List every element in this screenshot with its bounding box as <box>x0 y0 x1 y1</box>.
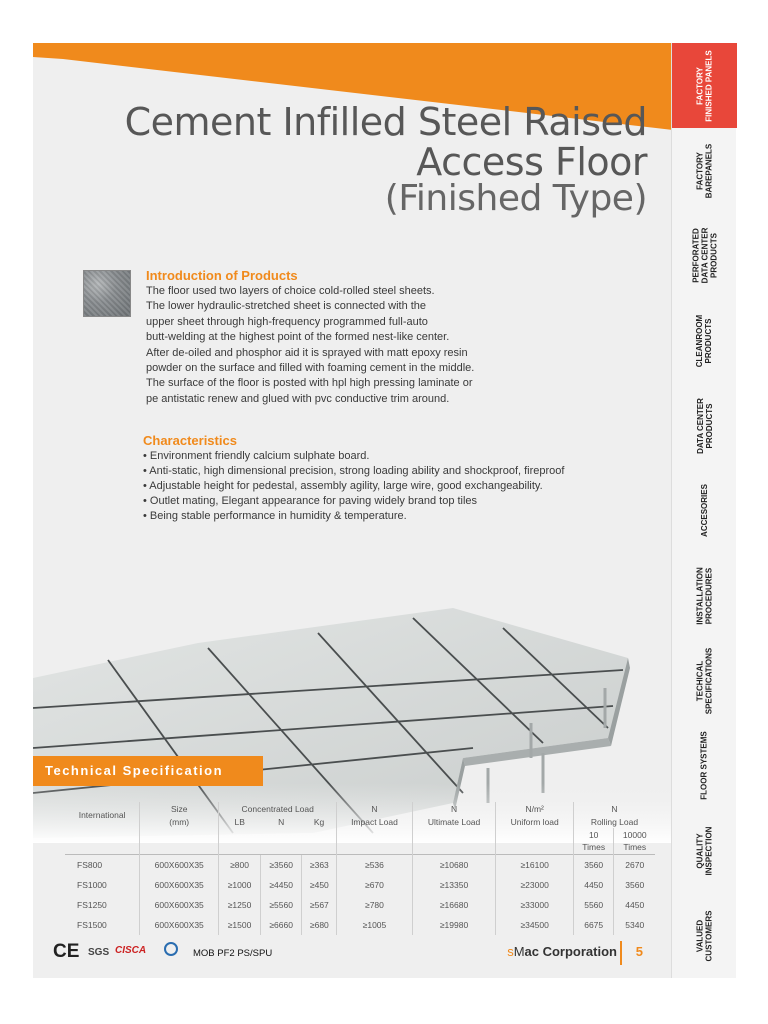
certification-seal-icon <box>164 942 178 956</box>
page-title-line-2: Access Floor <box>416 140 647 184</box>
spec-table-cell: ≥10680 <box>412 855 496 875</box>
header-concentrated-load: Concentrated Load <box>219 802 337 815</box>
header-impact-load: Impact Load <box>337 815 412 828</box>
side-tab-label-line: DATA CENTER <box>699 227 709 284</box>
spec-table-cell: ≥1250 <box>219 895 261 915</box>
side-tab-label <box>696 143 714 198</box>
side-navigation <box>671 43 736 978</box>
characteristics-heading: Characteristics <box>143 433 237 448</box>
spec-table-cell: 600X600X35 <box>140 915 219 935</box>
spec-table-cell: 600X600X35 <box>140 895 219 915</box>
side-tab[interactable] <box>672 893 737 978</box>
characteristic-item: • Adjustable height for pedestal, assembly agility, large wire, good exchangeability. <box>143 480 543 492</box>
side-tab-label-line: SPECIFICATIONS <box>704 647 714 714</box>
spec-table-cell: 3560 <box>614 875 655 895</box>
side-tab-label <box>695 314 713 366</box>
header-ultimate-unit: N <box>412 802 496 815</box>
spec-table-cell: ≥450 <box>302 875 337 895</box>
side-tab[interactable] <box>672 723 737 808</box>
header-10-times-sub: Times <box>573 841 614 854</box>
spec-table-cell: ≥5560 <box>260 895 302 915</box>
spec-table-cell: FS800 <box>77 859 103 870</box>
side-tab-label-line: CUSTOMERS <box>704 910 714 961</box>
spec-table-cell: ≥16680 <box>412 895 496 915</box>
intro-line: The floor used two layers of choice cold-rolled steel sheets. <box>146 285 435 297</box>
corporation-name <box>507 944 617 959</box>
spec-table-cell: FS1500 <box>77 919 107 930</box>
side-tab-label <box>695 567 713 624</box>
spec-table-cell: ≥680 <box>302 915 337 935</box>
intro-line: The lower hydraulic-stretched sheet is connected with the <box>146 300 427 313</box>
side-tab-label-line: TECHICAL <box>695 660 705 701</box>
side-tab[interactable] <box>672 383 737 468</box>
side-tab-label-line: INSPECTION <box>704 826 714 875</box>
side-tab-label <box>696 826 714 875</box>
intro-line: upper sheet through high-frequency programmed full-auto <box>146 315 428 328</box>
side-tab-label-line: QUALITY <box>695 832 705 869</box>
side-tab[interactable] <box>672 808 737 893</box>
spec-table-cell: 5340 <box>614 915 655 935</box>
spec-table-cell: ≥800 <box>219 855 261 875</box>
spec-table <box>65 802 655 935</box>
spec-table-row <box>65 895 655 915</box>
side-tab[interactable] <box>672 43 737 128</box>
page-title-line-1: Cement Infilled Steel Raised <box>124 100 647 144</box>
corp-name-m: M <box>513 944 525 959</box>
spec-table-row <box>65 875 655 895</box>
intro-line: The surface of the floor is posted with hpl high pressing laminate or <box>146 377 473 390</box>
characteristic-item: • Being stable performance in humidity & temperature. <box>143 510 407 522</box>
header-10-times: 10 <box>573 828 614 841</box>
side-tab-label <box>696 50 714 121</box>
header-uniform-load: Uniform load <box>496 815 574 828</box>
spec-table-cell: ≥34500 <box>496 915 574 935</box>
side-tab[interactable] <box>672 128 737 213</box>
footer-divider <box>620 941 622 965</box>
spec-table-cell: 4450 <box>573 875 614 895</box>
header-impact-unit: N <box>337 802 412 815</box>
side-tab-label-line: FACTORY <box>695 66 705 105</box>
header-ultimate-load: Ultimate Load <box>412 815 496 828</box>
spec-table-cell: 3560 <box>573 855 614 875</box>
spec-table-cell: ≥19980 <box>412 915 496 935</box>
spec-table-cell: ≥16100 <box>496 855 574 875</box>
intro-heading: Introduction of Products <box>146 268 298 283</box>
spec-table-cell: ≥4450 <box>260 875 302 895</box>
side-tab-label <box>696 647 714 714</box>
header-size-unit: (mm) <box>140 815 219 828</box>
corp-name-rest: ac Corporation <box>524 944 617 959</box>
page-footer <box>33 939 673 969</box>
spec-table-cell: ≥536 <box>337 855 412 875</box>
side-tab[interactable] <box>672 213 737 298</box>
spec-table-cell: ≥23000 <box>496 875 574 895</box>
spec-table-cell: 2670 <box>614 855 655 875</box>
side-tab-label-line: INSTALLATION <box>695 566 705 625</box>
side-tab-label-line: FACTORY <box>695 151 705 190</box>
header-rolling-load: Rolling Load <box>573 815 655 828</box>
side-tab-label <box>691 228 718 284</box>
side-tab-label-line: FINISHED PANELS <box>704 49 714 122</box>
header-n: N <box>278 816 285 827</box>
side-tab-label <box>700 484 709 537</box>
ce-logo: CE <box>53 941 80 962</box>
page-title-line-3: (Finished Type) <box>384 178 647 219</box>
intro-body <box>146 284 666 407</box>
spec-table-cell: ≥13350 <box>412 875 496 895</box>
characteristic-item: • Anti-static, high dimensional precision, strong loading ability and shockproof, fireproof <box>143 465 565 477</box>
characteristics-list <box>143 449 673 524</box>
spec-table-cell: ≥33000 <box>496 895 574 915</box>
side-tab-label-line: DATA CENTER <box>695 397 705 454</box>
spec-table-cell: ≥1500 <box>219 915 261 935</box>
header-lb: LB <box>219 815 261 828</box>
corp-name-prefix: s <box>507 944 514 959</box>
panel-texture-thumbnail <box>83 270 131 317</box>
header-10000-times: 10000 <box>614 828 655 841</box>
intro-line: butt-welding at the highest point of the formed nest-like center. <box>146 331 450 344</box>
spec-table-cell: 5560 <box>573 895 614 915</box>
cisca-logo: CISCA <box>115 945 147 956</box>
side-tab[interactable] <box>672 468 737 553</box>
side-tab-label-line: VALUED <box>695 919 705 952</box>
spec-table-cell: FS1250 <box>77 899 107 910</box>
spec-table-cell: 600X600X35 <box>140 875 219 895</box>
intro-line: After de-oiled and phosphor aid it is sprayed with matt epoxy resin <box>146 346 468 359</box>
sgs-logo: SGS <box>88 947 110 958</box>
side-tab-label-line: PERFORATED <box>690 228 700 283</box>
page-number: 5 <box>635 944 643 959</box>
header-uniform-unit: N/m² <box>496 802 574 815</box>
spec-table-row <box>65 915 655 935</box>
spec-table-cell: ≥780 <box>337 895 412 915</box>
spec-table-cell: ≥567 <box>302 895 337 915</box>
side-tab-label-line: PRODUCTS <box>704 403 714 448</box>
side-tab[interactable] <box>672 298 737 383</box>
header-size: Size <box>140 802 219 815</box>
side-tab-label-line: FLOOR SYSTEMS <box>700 731 710 800</box>
spec-table-container <box>65 802 655 935</box>
spec-table-cell: 600X600X35 <box>140 855 219 875</box>
side-tab-label <box>700 731 709 799</box>
side-tab-label-line: PRODUCTS <box>704 318 714 363</box>
spec-table-cell: ≥3560 <box>260 855 302 875</box>
spec-table-row <box>65 855 655 875</box>
characteristic-item: • Environment friendly calcium sulphate board. <box>143 450 370 462</box>
spec-table-cell: FS1000 <box>77 879 107 890</box>
side-tab-label-line: CLEANROOM <box>695 314 705 367</box>
side-tab-label-line: BAREPANELS <box>704 143 714 198</box>
side-tab-label <box>695 398 713 454</box>
spec-table-cell: ≥1005 <box>337 915 412 935</box>
spec-table-cell: ≥670 <box>337 875 412 895</box>
side-tab[interactable] <box>672 553 737 638</box>
brochure-page <box>33 43 673 978</box>
side-tab[interactable] <box>672 638 737 723</box>
header-international: International <box>78 810 126 820</box>
side-tab-label-line: ACCESORIES <box>700 484 709 537</box>
header-rolling-unit: N <box>573 802 655 815</box>
header-10000-times-sub: Times <box>614 841 655 854</box>
certification-text: MOB PF2 PS/SPU <box>193 948 273 959</box>
side-tab-label-line: PROCEDURES <box>704 567 714 624</box>
spec-table-cell: ≥1000 <box>219 875 261 895</box>
spec-table-cell: ≥6660 <box>260 915 302 935</box>
side-tab-label <box>696 910 714 961</box>
spec-table-cell: 4450 <box>614 895 655 915</box>
spec-table-cell: ≥363 <box>302 855 337 875</box>
header-kg: Kg <box>313 816 325 827</box>
side-tab-label-line: PRODUCTS <box>708 233 718 278</box>
characteristic-item: • Outlet mating, Elegant appearance for paving widely brand top tiles <box>143 495 478 507</box>
intro-line: powder on the surface and filled with foaming cement in the middle. <box>146 362 475 375</box>
technical-specification-heading: Technical Specification <box>33 756 263 786</box>
spec-table-cell: 6675 <box>573 915 614 935</box>
intro-line: pe antistatic renew and glued with pvc conductive trim around. <box>146 392 450 405</box>
